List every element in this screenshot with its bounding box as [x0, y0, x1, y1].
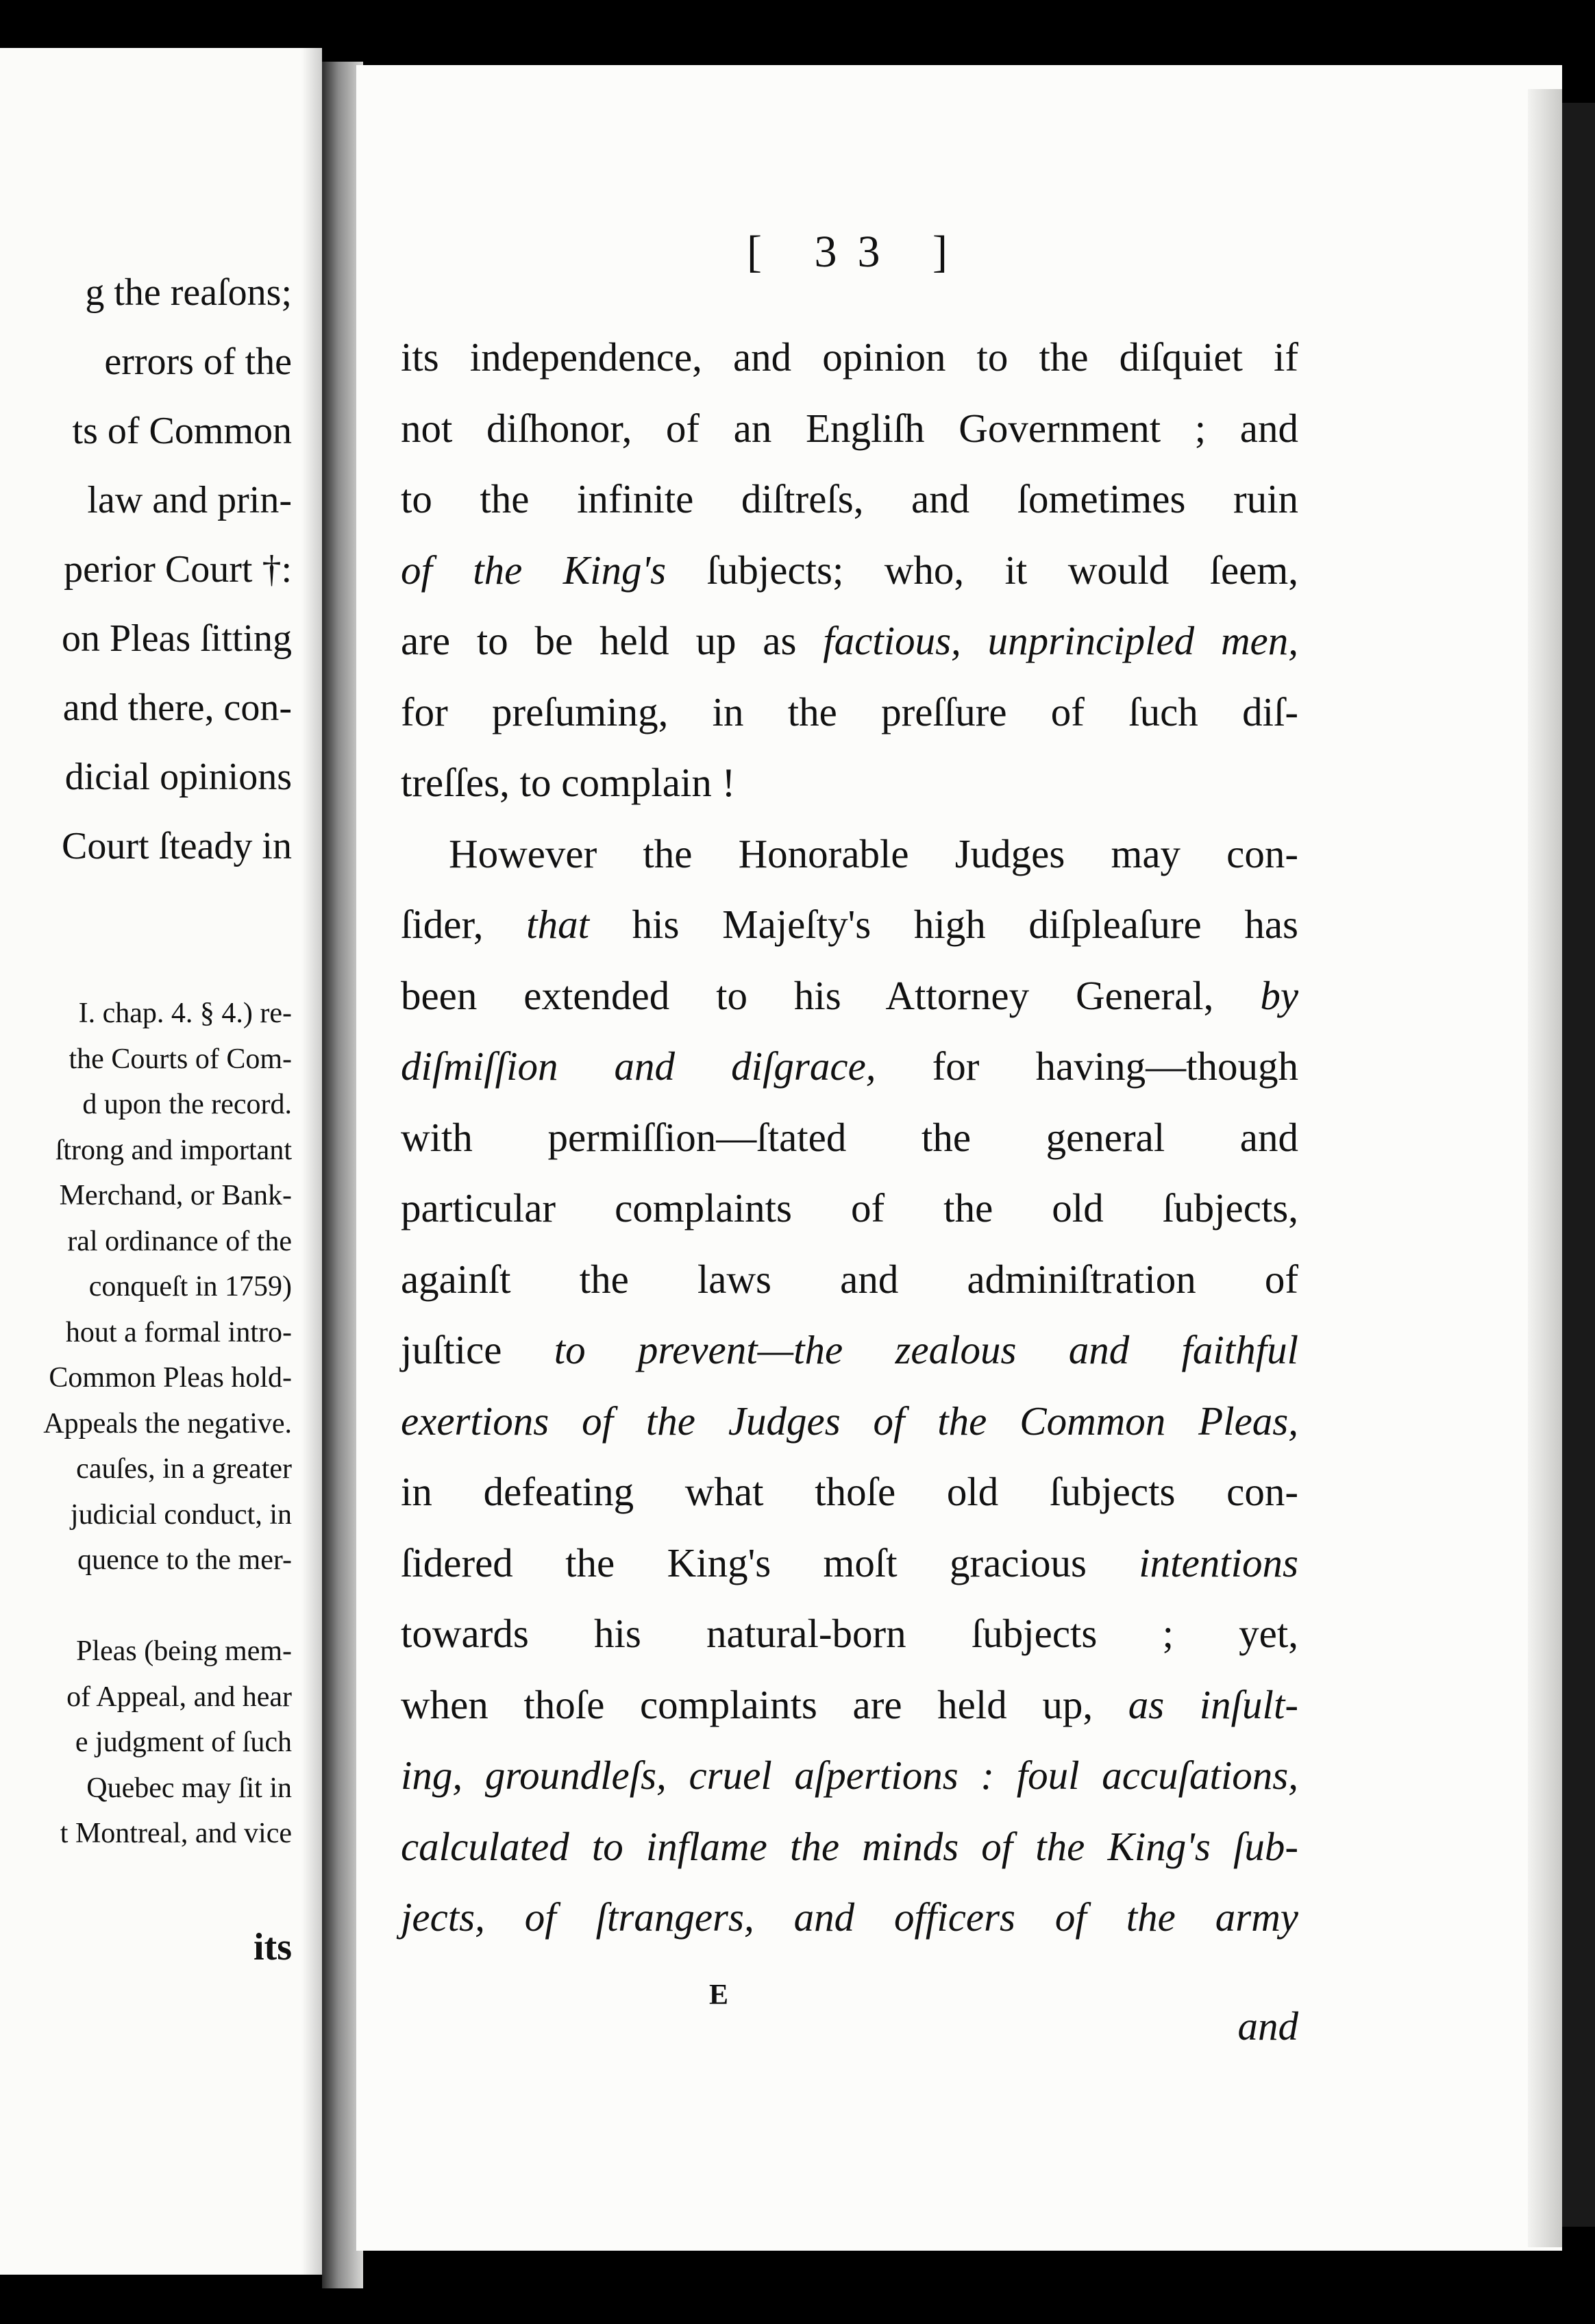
left-main-line: Court ſteady in — [62, 825, 292, 867]
text-run: treſſes, to complain ! — [401, 760, 736, 805]
left-main-line: dicial opinions — [64, 756, 292, 798]
left-footnote-line: Pleas (being mem- — [76, 1635, 292, 1667]
italic-phrase: of the King's — [401, 547, 667, 593]
text-run: in defeating what thoſe old ſubjects con- — [401, 1469, 1298, 1514]
left-main-line: g the reaſons; — [85, 271, 292, 314]
main-text — [401, 322, 1298, 2062]
italic-phrase: ing, groundleſs, cruel aſpertions : foul accuſations, — [401, 1753, 1298, 1798]
text-line — [401, 1173, 1298, 1244]
left-page-catchword: its — [254, 1926, 292, 1968]
text-line — [401, 961, 1298, 1032]
text-run: ſidered the King's moſt gracious — [401, 1540, 1139, 1585]
text-line — [401, 1528, 1298, 1599]
text-run: againſt the laws and adminiſtration of — [401, 1256, 1298, 1302]
italic-phrase: jects, of ſtrangers, and officers of the army — [401, 1894, 1298, 1940]
text-line — [401, 1315, 1298, 1386]
text-line — [401, 1882, 1298, 1953]
text-line — [401, 464, 1298, 535]
left-footnote-line: e judgment of ſuch — [75, 1727, 292, 1758]
left-main-line: and there, con- — [62, 687, 292, 729]
text-run: with permiſſion—ſtated the general and — [401, 1114, 1298, 1160]
text-line — [401, 1031, 1298, 1102]
left-footnote-line: Quebec may ſit in — [86, 1772, 292, 1804]
left-main-line: on Pleas ſitting — [62, 617, 292, 660]
text-run: to the infinite diſtreſs, and ſometimes ruin — [401, 476, 1298, 521]
italic-phrase: exertions of the Judges of the Common Pleas, — [401, 1398, 1298, 1444]
signature-mark: E — [709, 1979, 729, 2011]
text-run: juſtice — [401, 1327, 554, 1372]
text-line — [401, 1670, 1298, 1741]
left-footnote-line: the Courts of Com- — [69, 1043, 292, 1075]
text-run: ſubjects; who, it would ſeem, — [666, 547, 1299, 593]
left-main-line: errors of the — [104, 341, 292, 383]
left-footnote-line: of Appeal, and hear — [66, 1681, 292, 1713]
text-run: its independence, and opinion to the diſquiet if — [401, 334, 1298, 380]
left-page — [0, 48, 322, 2275]
text-line — [401, 677, 1298, 748]
left-footnote-line: Appeals the negative. — [43, 1407, 292, 1439]
text-run: However the Honorable Judges may con- — [449, 830, 1298, 876]
text-run: when thoſe complaints are held up, — [401, 1681, 1128, 1727]
left-footnote-line: conqueſt in 1759) — [88, 1271, 292, 1302]
left-footnote-line: Merchand, or Bank- — [59, 1180, 292, 1211]
left-footnote-line: d upon the record. — [82, 1089, 292, 1120]
left-main-line: ts of Common — [72, 410, 292, 452]
italic-phrase: by — [1260, 972, 1298, 1018]
text-line — [401, 1598, 1298, 1670]
text-line — [401, 322, 1298, 393]
left-main-line: perior Court †: — [64, 548, 292, 591]
page-edge — [1528, 89, 1562, 2247]
text-run: are to be held up as — [401, 618, 824, 663]
text-run: ſider, — [401, 902, 527, 947]
italic-phrase: diſmiſſion and diſgrace, — [401, 1043, 876, 1089]
text-line — [401, 747, 1298, 819]
italic-phrase: intentions — [1139, 1540, 1298, 1585]
italic-phrase: that — [526, 902, 589, 947]
italic-phrase: calculated to inflame the minds of the King's ſub- — [401, 1823, 1298, 1869]
italic-phrase: to prevent—the zealous and faithful — [554, 1327, 1298, 1372]
page-number: [ 33 ] — [747, 227, 968, 277]
text-line — [401, 393, 1298, 465]
text-line — [401, 606, 1298, 677]
left-footnote-line: I. chap. 4. § 4.) re- — [78, 998, 292, 1029]
catchword-text: and — [1237, 2003, 1298, 2049]
text-line — [401, 1740, 1298, 1812]
text-run: for preſuming, in the preſſure of ſuch diſ- — [401, 689, 1298, 734]
text-run: particular complaints of the old ſubjects, — [401, 1185, 1298, 1231]
left-footnote-line: Common Pleas hold- — [49, 1362, 292, 1394]
left-footnote-line: hout a formal intro- — [65, 1316, 292, 1348]
text-run: his Majeſty's high diſpleaſure has — [589, 902, 1298, 947]
text-line — [401, 1386, 1298, 1457]
left-footnote-line: judicial conduct, in — [70, 1498, 292, 1531]
left-footnote-line: t Montreal, and vice — [60, 1818, 292, 1849]
left-footnote-line: cauſes, in a greater — [76, 1453, 292, 1485]
text-line — [401, 1102, 1298, 1174]
text-run: been extended to his Attorney General, — [401, 972, 1261, 1018]
left-footnote-line: ral ordinance of the — [67, 1225, 292, 1257]
text-run: not diſhonor, of an Engliſh Government ; and — [401, 405, 1298, 451]
left-footnote-line: ſtrong and important — [55, 1134, 292, 1166]
italic-phrase: as inſult- — [1128, 1681, 1298, 1727]
left-main-line: law and prin- — [87, 479, 292, 521]
text-line — [401, 1244, 1298, 1315]
text-line — [401, 1457, 1298, 1528]
left-footnote-line: quence to the mer- — [77, 1544, 292, 1576]
background-strip — [1562, 103, 1595, 2227]
left-page-gutter-shadow — [301, 48, 322, 2275]
catchword — [401, 1991, 1298, 2062]
text-line — [401, 889, 1298, 961]
text-run: for having—though — [876, 1043, 1298, 1089]
italic-phrase: factious, unprincipled men, — [823, 618, 1298, 663]
text-line — [401, 819, 1298, 890]
text-line — [401, 1812, 1298, 1883]
text-line — [401, 535, 1298, 606]
text-run: towards his natural-born ſubjects ; yet, — [401, 1611, 1298, 1656]
